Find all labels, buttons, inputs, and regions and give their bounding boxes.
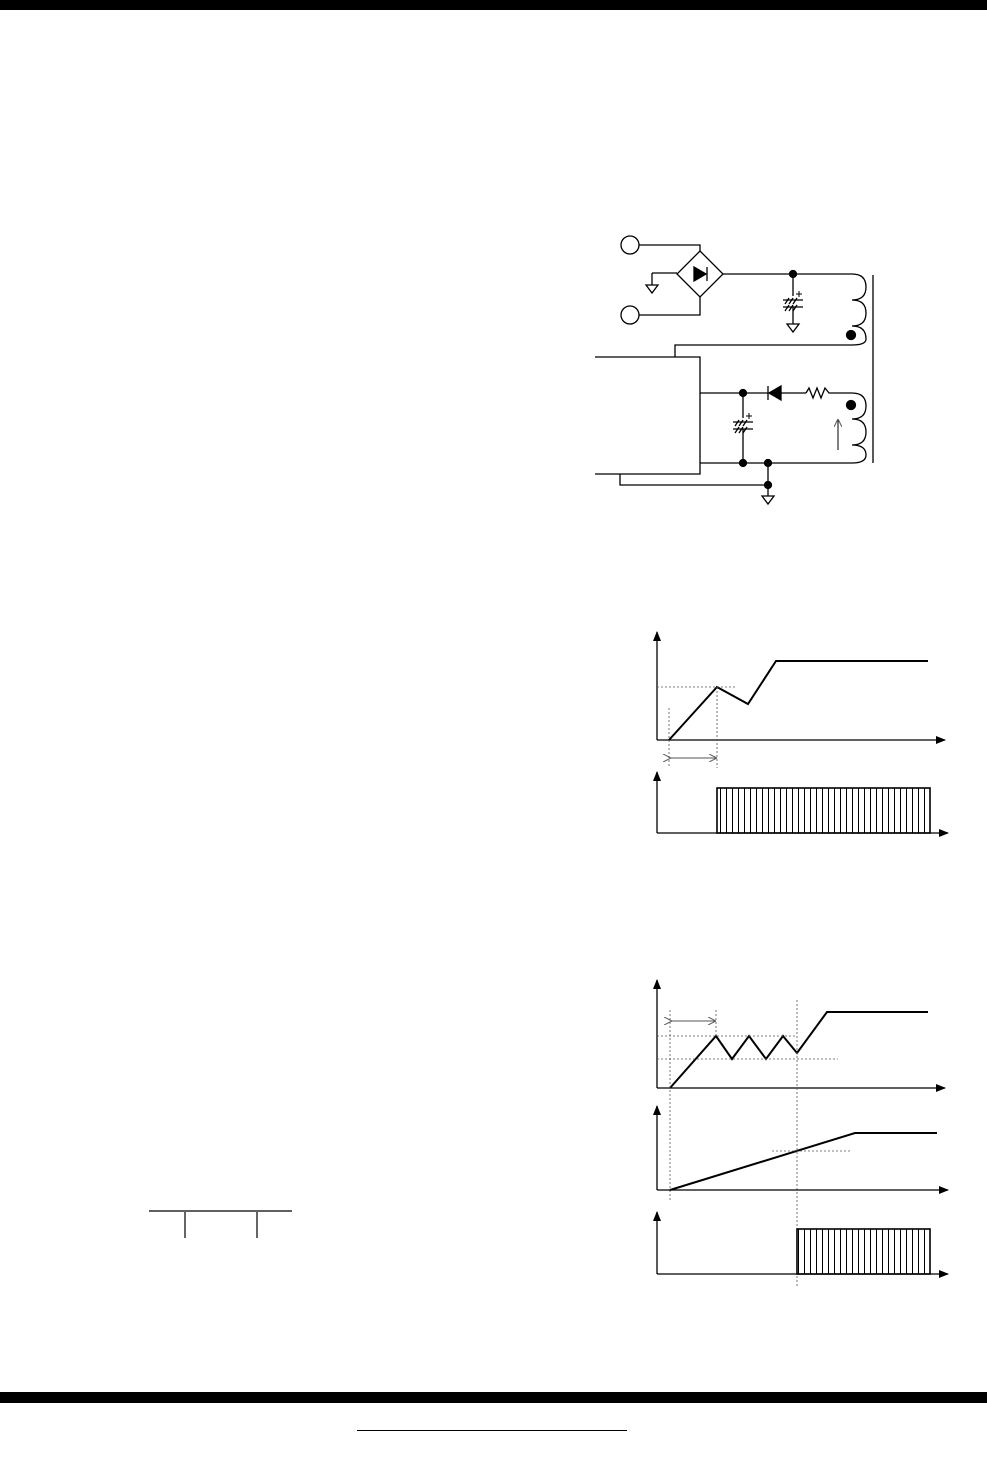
primary-polarity-dot	[847, 331, 856, 340]
ic-ground-wire	[620, 474, 768, 485]
voltage-trace	[669, 661, 928, 740]
junction-dot	[765, 482, 772, 489]
power-supply-circuit	[595, 236, 873, 504]
resistor	[806, 388, 852, 398]
pulse-train	[717, 788, 930, 833]
secondary-polarity-dot	[847, 401, 856, 410]
main-ground-symbol	[762, 496, 774, 504]
junction-dot	[740, 460, 747, 467]
transformer-secondary-coil	[700, 393, 866, 463]
wire-in-top	[639, 245, 700, 251]
timing-chart-2	[657, 980, 948, 1286]
transformer-primary-coil	[675, 274, 866, 357]
guide-lines	[657, 687, 735, 768]
wire-in-bottom	[639, 297, 700, 315]
cap1-ground-symbol	[787, 324, 799, 332]
bridge-ground-symbol	[646, 273, 677, 293]
voltage-trace	[670, 1012, 928, 1088]
bridge-rectifier	[677, 251, 723, 297]
timing-chart-1	[657, 632, 948, 833]
pulse-train	[797, 1229, 930, 1274]
control-ic-block	[595, 357, 700, 474]
rectifier-diode	[768, 386, 781, 400]
ramp-trace	[670, 1133, 937, 1190]
input-terminal-bottom	[621, 306, 639, 324]
input-terminal-top	[621, 236, 639, 254]
table-fragment	[149, 1211, 292, 1238]
